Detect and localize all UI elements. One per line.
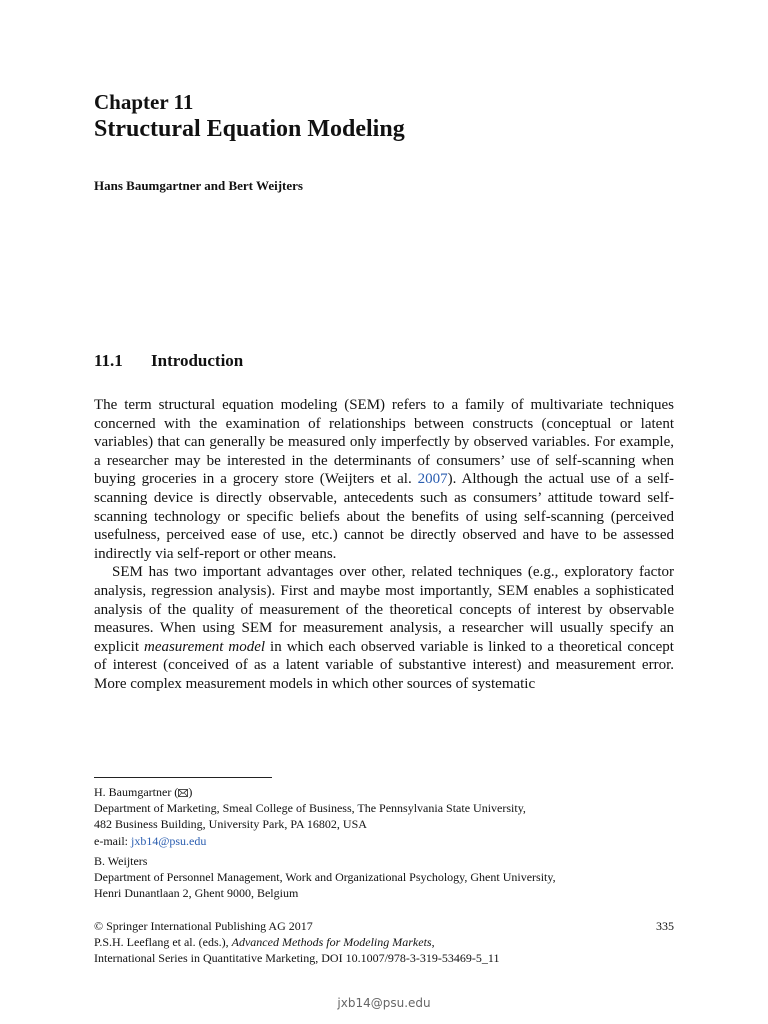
copyright-text: © Springer International Publishing AG 2017 bbox=[94, 919, 313, 933]
italic-term: measurement model bbox=[143, 638, 266, 655]
section-number: 11.1 bbox=[94, 351, 123, 370]
chapter-authors: Hans Baumgartner and Bert Weijters bbox=[94, 178, 303, 193]
email-label: e-mail: bbox=[94, 833, 131, 848]
email-link[interactable]: jxb14@psu.edu bbox=[130, 833, 207, 848]
footnote-divider bbox=[94, 777, 272, 778]
envelope-icon bbox=[178, 789, 188, 797]
editors-text: P.S.H. Leeflang et al. (eds.), bbox=[94, 935, 232, 950]
footnote-1-name-close: ) bbox=[188, 785, 193, 799]
citation-link[interactable]: 2007 bbox=[417, 471, 448, 488]
footnote-1-name: H. Baumgartner ( bbox=[94, 785, 179, 799]
paragraph-1-text-cont: ). Although the actual use of a self-scanning device is directly observable, antecedents such as consumers’ attitude toward self-scanning technology or specific beliefs about the benefits of using self-scanning (perceived usefulness, perceived ease of use, etc.) cannot be directly observed and have to be assessed indirectly via self-report or other means. bbox=[94, 471, 674, 562]
paragraph-2-text: SEM has two important advantages over other, related techniques (e.g., exploratory factor analysis, regression analysis). First and maybe most importantly, SEM enables a sophisticated analysis of the quality of measurement of the theoretical concepts of interest by observable measures. When using SEM for measurement analysis, a researcher will usually specify an explicit bbox=[94, 564, 674, 655]
chapter-label: Chapter 11 bbox=[94, 90, 194, 114]
section-title: Introduction bbox=[151, 351, 244, 370]
footnote-2-name: B. Weijters bbox=[94, 854, 148, 868]
footnote-1-name-line bbox=[94, 784, 684, 800]
author-footnote-1 bbox=[94, 784, 684, 849]
series-line: International Series in Quantitative Marketing, DOI 10.1007/978-3-319-53469-5_11 bbox=[94, 951, 500, 966]
footnote-2-dept: Department of Personnel Management, Work and Organizational Psychology, Ghent University, bbox=[94, 870, 556, 885]
footnote-1-address: 482 Business Building, University Park, PA 16802, USA bbox=[94, 817, 367, 832]
book-title: Advanced Methods for Modeling Markets bbox=[231, 935, 432, 950]
footnote-1-email-line bbox=[94, 833, 684, 849]
chapter-title: Structural Equation Modeling bbox=[94, 116, 405, 142]
paragraph-2-text-cont: in which each observed variable is linked to a theoretical concept of interest (conceived of as a latent variable of substantive interest) and measurement error. More complex measurement models in which other sources of systematic bbox=[94, 638, 674, 692]
paragraph-1 bbox=[94, 396, 674, 563]
watermark: jxb14@psu.edu bbox=[337, 996, 431, 1010]
author-footnote-2 bbox=[94, 853, 684, 902]
section-heading bbox=[94, 351, 243, 371]
book-title-suffix: , bbox=[431, 935, 435, 950]
body-text bbox=[94, 396, 674, 694]
paragraph-2 bbox=[94, 563, 674, 693]
publication-info bbox=[94, 918, 674, 967]
paragraph-1-text: The term structural equation modeling (SEM) refers to a family of multivariate techniques concerned with the examination of relationships between constructs (conceptual or latent variables) that can generally be measured only imperfectly by observed variables. For example, a researcher may be interested in the determinants of consumers’ use of self-scanning when buying groceries in a grocery store (Weijters et al. bbox=[94, 397, 674, 488]
copyright-line bbox=[94, 918, 674, 934]
footnote-1-dept: Department of Marketing, Smeal College of Business, The Pennsylvania State University, bbox=[94, 801, 526, 816]
editors-line bbox=[94, 934, 674, 950]
page-number: 335 bbox=[656, 919, 674, 933]
footnote-2-address: Henri Dunantlaan 2, Ghent 9000, Belgium bbox=[94, 886, 299, 901]
